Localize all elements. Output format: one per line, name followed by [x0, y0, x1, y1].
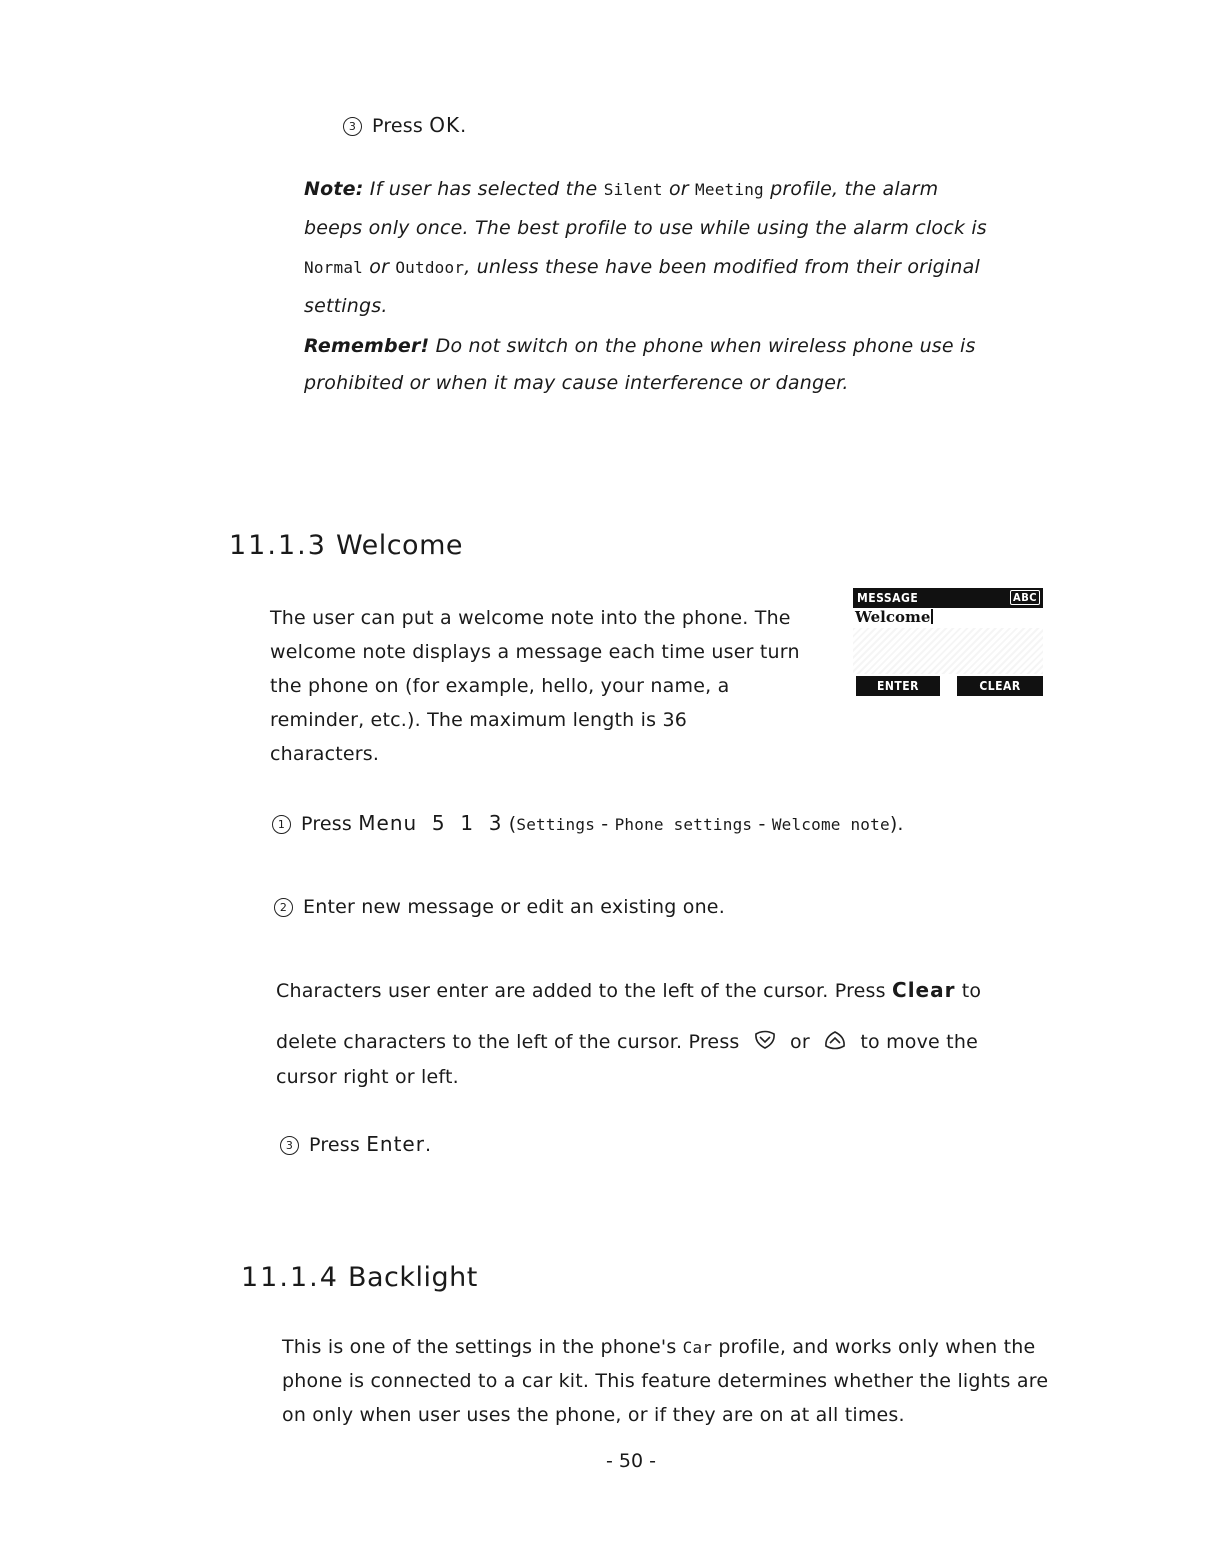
- screen-text-field: [855, 608, 933, 626]
- profile-silent: Silent: [603, 180, 663, 199]
- backlight-line-3: on only when user uses the phone, or if they are on at all times.: [282, 1404, 905, 1426]
- menu-welcome-note: Welcome note: [771, 815, 890, 834]
- punct: .: [460, 115, 467, 137]
- punct: ).: [889, 813, 904, 835]
- paragraph-line: the phone on (for example, hello, your name, a: [270, 675, 730, 697]
- step-1-menu: [272, 806, 904, 842]
- step-number-badge: 2: [274, 898, 293, 917]
- backlight-line-2: phone is connected to a car kit. This feature determines whether the lights are: [282, 1370, 1049, 1392]
- punct: .: [424, 1134, 432, 1156]
- step-number-badge: 3: [280, 1136, 299, 1155]
- screen-text: Welcome: [855, 608, 931, 626]
- note-text: or: [668, 178, 689, 200]
- softkey-enter: ENTER: [856, 676, 940, 696]
- step-number-badge: 3: [343, 117, 362, 136]
- section-heading-backlight: [241, 1262, 478, 1293]
- step-text: Enter new message or edit an existing one.: [303, 896, 725, 918]
- note-label: Note:: [304, 178, 364, 200]
- menu-phone-settings: Phone settings: [614, 815, 753, 834]
- section-number: 11.1.4: [241, 1262, 339, 1293]
- paragraph-line: welcome note displays a message each time user turn: [270, 641, 800, 663]
- cursor-line-3: cursor right or left.: [276, 1066, 459, 1088]
- up-arrow-key-icon: [824, 1030, 846, 1050]
- paragraph-text: to: [961, 980, 982, 1002]
- step-2-enter-message: [274, 890, 725, 924]
- profile-normal: Normal: [304, 258, 363, 277]
- cursor-line-1: [276, 973, 981, 1008]
- remember-block: [304, 328, 1104, 402]
- profile-meeting: Meeting: [695, 180, 764, 199]
- cursor-line-2: [276, 1025, 978, 1059]
- note-line-1: [304, 170, 1104, 209]
- note-block: [304, 170, 1104, 326]
- separator: -: [752, 813, 772, 835]
- note-text: or: [369, 256, 390, 278]
- note-line-4: settings.: [304, 295, 388, 317]
- key-sequence: Menu 5 1 3: [358, 811, 503, 835]
- text-cursor: [931, 609, 933, 624]
- section-heading-welcome: [229, 530, 463, 561]
- profile-outdoor: Outdoor: [395, 258, 465, 277]
- remember-line-1: [304, 328, 1104, 365]
- paragraph-line: The user can put a welcome note into the phone. The: [270, 607, 791, 629]
- separator: -: [595, 813, 615, 835]
- key-ok: OK: [429, 113, 461, 137]
- paragraph-text: or: [790, 1031, 810, 1053]
- step-3-ok: [343, 108, 466, 143]
- softkey-clear: CLEAR: [957, 676, 1043, 696]
- paragraph-text: This is one of the settings in the phone's: [282, 1336, 677, 1358]
- screen-header-bar: [853, 588, 1043, 608]
- paragraph-text: profile, and works only when the: [718, 1336, 1036, 1358]
- step-text: Press: [372, 115, 424, 137]
- key-clear: Clear: [892, 978, 956, 1002]
- menu-settings: Settings: [516, 815, 596, 834]
- paragraph-line: characters.: [270, 743, 380, 765]
- paragraph-text: Characters user enter are added to the left of the cursor. Press: [276, 980, 886, 1002]
- note-text: If user has selected the: [369, 178, 598, 200]
- paragraph-text: delete characters to the left of the cursor. Press: [276, 1031, 740, 1053]
- phone-screen-illustration: [853, 588, 1043, 698]
- remember-label: Remember!: [304, 335, 430, 357]
- input-mode-badge: ABC: [1010, 590, 1040, 605]
- screen-noise: [853, 628, 1043, 674]
- page-number: - 50 -: [606, 1450, 656, 1472]
- note-line-3: [304, 248, 1104, 287]
- note-text: , unless these have been modified from their original: [464, 256, 980, 278]
- section-title: Backlight: [347, 1262, 478, 1293]
- note-text: profile, the alarm: [770, 178, 939, 200]
- profile-car: Car: [682, 1338, 713, 1357]
- step-3-enter: [280, 1127, 431, 1162]
- section-title: Welcome: [335, 530, 463, 561]
- section-number: 11.1.3: [229, 530, 327, 561]
- paragraph-text: to move the: [860, 1031, 978, 1053]
- remember-text: Do not switch on the phone when wireless phone use is: [435, 335, 976, 357]
- note-line-2: beeps only once. The best profile to use while using the alarm clock is: [304, 217, 987, 239]
- step-text: Press: [301, 813, 353, 835]
- key-enter: Enter: [366, 1132, 425, 1156]
- screen-header-title: MESSAGE: [857, 591, 919, 605]
- backlight-line-1: [282, 1330, 1035, 1365]
- remember-line-2: prohibited or when it may cause interference or danger.: [304, 372, 849, 394]
- paragraph-line: reminder, etc.). The maximum length is 36: [270, 709, 688, 731]
- step-text: Press: [309, 1134, 361, 1156]
- welcome-description: [270, 601, 850, 771]
- down-arrow-key-icon: [754, 1030, 776, 1050]
- step-number-badge: 1: [272, 815, 291, 834]
- punct: (: [508, 813, 517, 835]
